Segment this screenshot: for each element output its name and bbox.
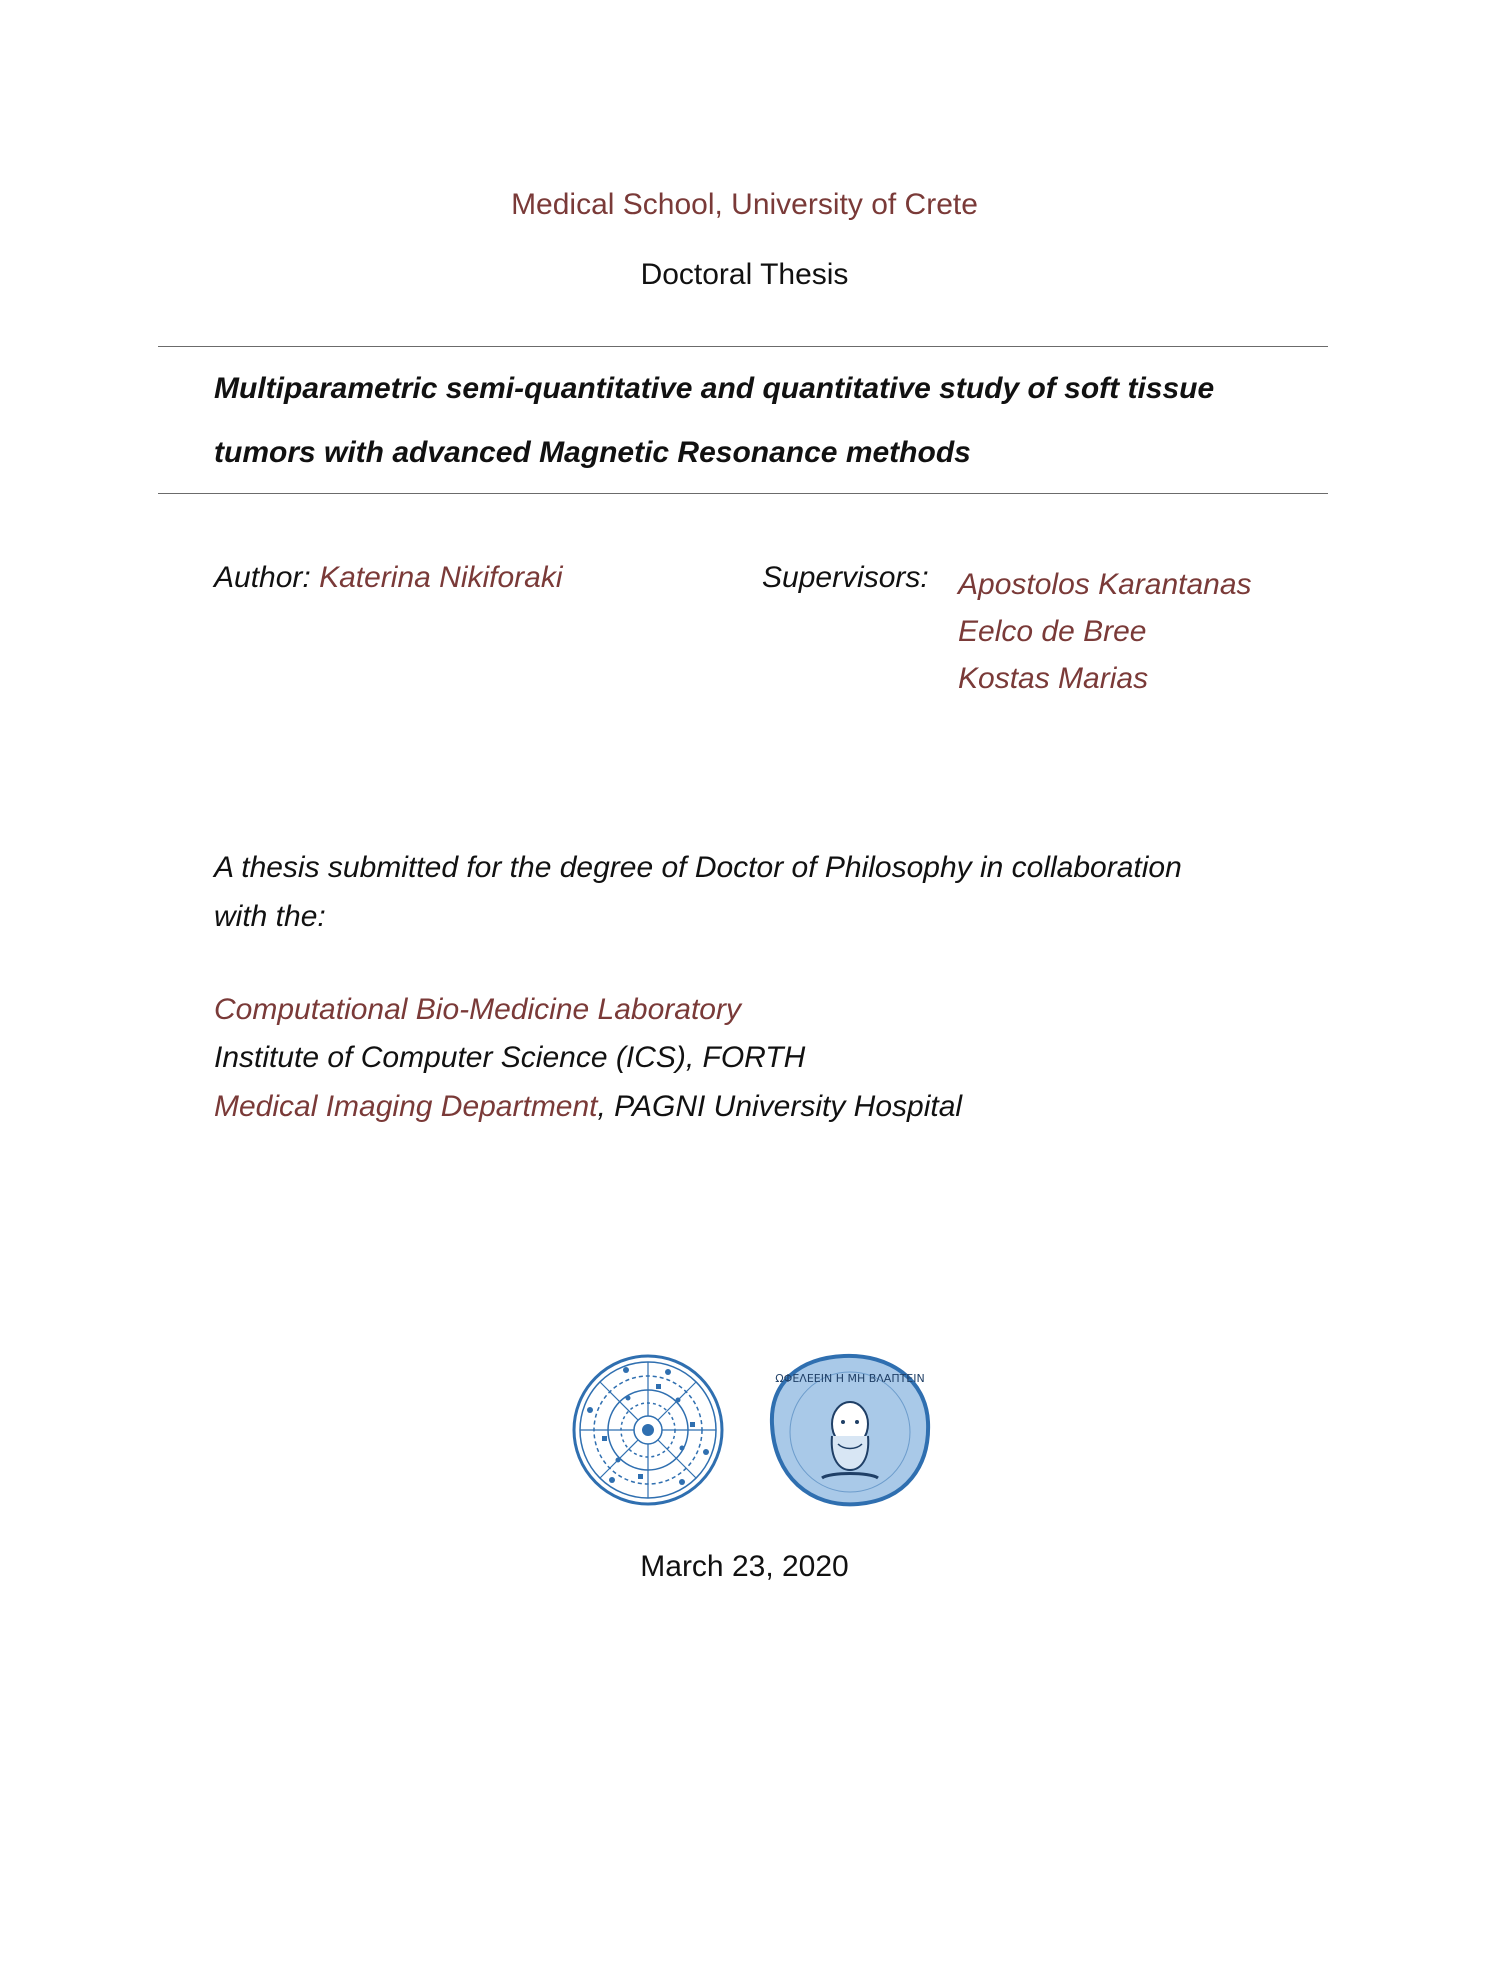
supervisor-name: Apostolos Karantanas [958,568,1252,601]
author-label: Author: [214,561,311,594]
author-block [214,561,563,595]
thesis-title-line-1: Multiparametric semi-quantitative and quantitative study of soft tissue [214,372,1215,405]
supervisors-list [958,561,1252,702]
logos-svg [560,1352,940,1507]
institute-name: Institute of Computer Science (ICS), FORTH [214,1041,806,1074]
school-name: Medical School, University of Crete [511,188,978,221]
hippocrates-coin-icon [772,1356,928,1504]
coin-inscription: ΩΦΕΛΕΕΙΝ Η ΜΗ ΒΛΑΠΤΕΙΝ [775,1372,925,1385]
supervisor-name: Kostas Marias [958,662,1149,695]
institution-logos [560,1352,940,1507]
supervisor-name: Eelco de Bree [958,615,1147,648]
submission-statement-line-2: with the: [214,900,326,933]
author-name: Katerina Nikiforaki [319,561,563,594]
hospital-name: , PAGNI University Hospital [597,1090,963,1123]
submission-date: March 23, 2020 [640,1550,849,1583]
submission-statement-line-1: A thesis submitted for the degree of Doctor of Philosophy in collaboration [214,851,1182,884]
department-line [214,1090,962,1124]
department-name: Medical Imaging Department [214,1090,598,1123]
supervisors-label: Supervisors: [762,561,929,594]
phaistos-disc-icon [574,1356,722,1504]
submission-statement [214,843,1294,941]
lab-name: Computational Bio-Medicine Laboratory [214,993,741,1026]
thesis-title [214,357,1294,485]
thesis-title-line-2: tumors with advanced Magnetic Resonance methods [214,436,971,469]
title-top-rule [158,346,1328,347]
title-bottom-rule [158,493,1328,494]
document-type: Doctoral Thesis [640,258,849,291]
